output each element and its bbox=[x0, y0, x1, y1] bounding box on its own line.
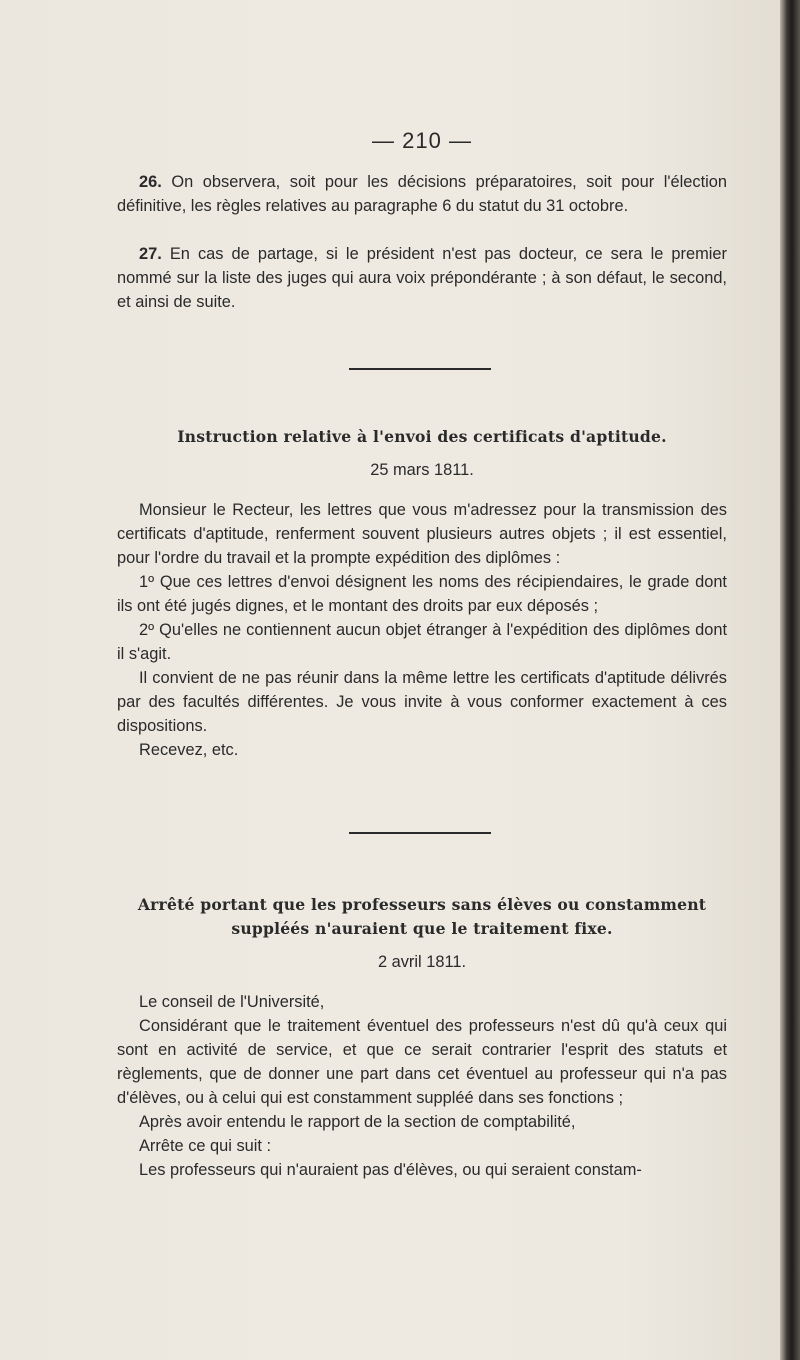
section-divider bbox=[349, 832, 491, 834]
section-date: 2 avril 1811. bbox=[377, 953, 467, 971]
article-number: 27. bbox=[139, 245, 162, 263]
article-text: En cas de partage, si le président n'est pas docteur, ce sera le premier nommé sur la liste des juges qui aura voix prépondérante ; à son défaut, le second, et ainsi de suite. bbox=[117, 245, 727, 311]
article-number: 26. bbox=[139, 173, 162, 191]
paragraph: 2º Qu'elles ne contiennent aucun objet étranger à l'expédition des diplômes dont il s'agit. bbox=[117, 621, 727, 663]
section-instruction bbox=[117, 425, 727, 449]
paragraph: Considérant que le traitement éventuel des professeurs n'est dû qu'à ceux qui sont en activité de service, et que ce serait contrarier l'esprit des statuts et règlements, que de donner une part dans cet éventuel au professeur qui n'a pas d'élèves, ou à celui qui est constamment suppléé dans ses fonctions ; bbox=[117, 1017, 727, 1107]
paragraph: 1º Que ces lettres d'envoi désignent les noms des récipiendaires, le grade dont ils ont été jugés dignes, et le montant des droits par eux déposés ; bbox=[117, 573, 727, 615]
section-instruction-body bbox=[117, 498, 727, 762]
section-arrete-body bbox=[117, 990, 727, 1182]
paragraph: Recevez, etc. bbox=[139, 741, 239, 759]
paragraph: Les professeurs qui n'auraient pas d'élèves, ou qui seraient constam- bbox=[139, 1161, 642, 1179]
paragraph: Arrête ce qui suit : bbox=[139, 1137, 272, 1155]
section-title: Arrêté portant que les professeurs sans élèves ou constamment suppléés n'auraient que le traitement fixe. bbox=[137, 895, 707, 938]
section-divider bbox=[349, 368, 491, 370]
section-title: Instruction relative à l'envoi des certificats d'aptitude. bbox=[177, 427, 667, 446]
page-number: — 210 — bbox=[372, 128, 472, 153]
article-text: On observera, soit pour les décisions préparatoires, soit pour l'élection définitive, les règles relatives au paragraphe 6 du statut du 31 octobre. bbox=[117, 173, 727, 215]
paragraph: Le conseil de l'Université, bbox=[139, 993, 325, 1011]
paragraph: Il convient de ne pas réunir dans la même lettre les certificats d'aptitude délivrés par des facultés différentes. Je vous invite à vous conformer exactement à ces dispositions. bbox=[117, 669, 727, 735]
section-date: 25 mars 1811. bbox=[370, 461, 474, 479]
section-arrete bbox=[117, 893, 727, 941]
article-26 bbox=[117, 170, 727, 218]
book-binding-edge bbox=[780, 0, 800, 1360]
article-27 bbox=[117, 242, 727, 314]
paragraph: Monsieur le Recteur, les lettres que vous m'adressez pour la transmission des certificats d'aptitude, renferment souvent plusieurs autres objets ; il est essentiel, pour l'ordre du travail et la prompte expédition des diplômes : bbox=[117, 501, 727, 567]
paragraph: Après avoir entendu le rapport de la section de comptabilité, bbox=[139, 1113, 576, 1131]
